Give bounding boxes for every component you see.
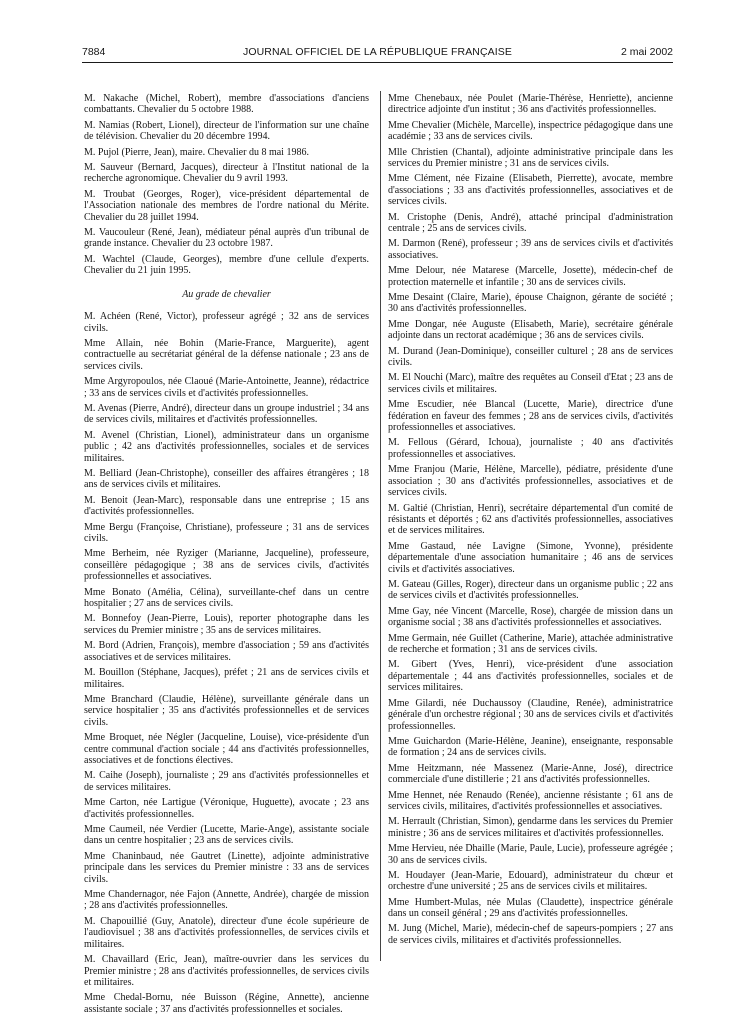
honoree-entry: M. El Nouchi (Marc), maître des requêtes au Conseil d'Etat ; 23 ans de services civils et militaires. (388, 372, 673, 395)
chevalier-list-right (388, 93, 673, 946)
honoree-entry: Mme Desaint (Claire, Marie), épouse Chaignon, gérante de société ; 30 ans d'activités professionnelles. (388, 292, 673, 315)
honoree-entry: M. Achéen (René, Victor), professeur agrégé ; 32 ans de services civils. (84, 311, 369, 334)
earlier-honorees-list (84, 93, 369, 277)
honoree-entry: M. Bonnefoy (Jean-Pierre, Louis), reporter photographe dans les services du Premier ministre ; 35 ans de services militaires. (84, 613, 369, 636)
honoree-entry: M. Galtié (Christian, Henri), secrétaire départemental d'un comité de résistants et déportés ; 62 ans d'activités professionnelles, associatives et de services militaires. (388, 502, 673, 537)
honoree-entry: Mme Gilardi, née Duchaussoy (Claudine, Renée), administratrice générale d'un orchestre régional ; 30 ans de services civils et d'activités professionnelles. (388, 697, 673, 732)
honoree-entry: M. Bouillon (Stéphane, Jacques), préfet ; 21 ans de services civils et militaires. (84, 667, 369, 690)
honoree-entry: M. Bord (Adrien, François), membre d'association ; 59 ans d'activités associatives et de services militaires. (84, 640, 369, 663)
issue-date: 2 mai 2002 (621, 46, 673, 58)
honoree-entry: M. Fellous (Gérard, Ichoua), journaliste ; 40 ans d'activités professionnelles et associatives. (388, 437, 673, 460)
honoree-entry: M. Chavaillard (Eric, Jean), maître-ouvrier dans les services du Premier ministre ; 28 ans d'activités professionnelles, de services civils et militaires. (84, 954, 369, 988)
left-column (84, 93, 369, 1019)
honoree-entry: M. Belliard (Jean-Christophe), conseiller des affaires étrangères ; 18 ans de services civils et militaires. (84, 468, 369, 491)
honoree-entry: Mme Guichardon (Marie-Hélène, Jeanine), enseignante, responsable de formation ; 24 ans de services civils. (388, 735, 673, 759)
honoree-entry: M. Gateau (Gilles, Roger), directeur dans un organisme public ; 22 ans de services civils et d'activités professionnelles. (388, 579, 673, 602)
honoree-entry: Mme Chandernagor, née Fajon (Annette, Andrée), chargée de mission ; 28 ans d'activités professionnelles. (84, 889, 369, 912)
honoree-entry: Mme Hennet, née Renaudo (Renée), ancienne résistante ; 61 ans de services civils, militaires, d'activités professionnelles et associatives. (388, 789, 673, 812)
honoree-entry: Mme Caumeil, née Verdier (Lucette, Marie-Ange), assistante sociale dans un centre hospitalier ; 23 ans de services civils. (84, 823, 369, 847)
honoree-entry: Mme Hervieu, née Dhaille (Marie, Paule, Lucie), professeure agrégée ; 30 ans de services civils. (388, 843, 673, 866)
honoree-entry: Mme Chedal-Bornu, née Buisson (Régine, Annette), ancienne assistante sociale ; 37 ans d'activités professionnelles et sociales. (84, 992, 369, 1015)
honoree-entry: Mme Allain, née Bohin (Marie-France, Marguerite), agent contractuelle au secrétariat général de la défense nationale ; 23 ans de services civils. (84, 337, 369, 372)
honoree-entry: Mme Chevalier (Michèle, Marcelle), inspectrice pédagogique dans une académie ; 33 ans de services civils. (388, 119, 673, 143)
honoree-entry: M. Cristophe (Denis, André), attaché principal d'administration centrale ; 25 ans de services civils. (388, 211, 673, 235)
honoree-entry: M. Pujol (Pierre, Jean), maire. Chevalier du 8 mai 1986. (84, 146, 309, 158)
honoree-entry: Mme Heitzmann, née Massenez (Marie-Anne, José), directrice commerciale d'une distillerie ; 21 ans d'activités professionnelles. (388, 762, 673, 786)
honoree-entry: M. Benoit (Jean-Marc), responsable dans une entreprise ; 15 ans d'activités professionnelles. (84, 494, 369, 518)
honoree-entry: M. Chapouillié (Guy, Anatole), directeur d'une école supérieure de l'audiovisuel ; 38 ans d'activités professionnelles, de services civils et militaires. (84, 915, 369, 950)
honoree-entry: Mme Chenebaux, née Poulet (Marie-Thérèse, Henriette), ancienne directrice adjointe d'un institut ; 36 ans d'activités professionnelles. (388, 93, 673, 116)
column-divider (380, 91, 381, 961)
chevalier-list-left (84, 311, 369, 1015)
honoree-entry: Mme Bergu (Françoise, Christiane), professeure ; 31 ans de services civils. (84, 521, 369, 545)
right-column (388, 93, 673, 950)
honoree-entry: Mme Carton, née Lartigue (Véronique, Huguette), avocate ; 23 ans d'activités professionnelles. (84, 797, 369, 820)
honoree-entry: M. Avenas (Pierre, André), directeur dans un groupe industriel ; 34 ans de services civils, militaires et d'activités professionnelles. (84, 402, 369, 426)
honoree-entry: Mme Clément, née Fizaine (Elisabeth, Pierrette), avocate, membre d'associations ; 33 ans d'activités professionnelles, associatives et de services civils. (388, 173, 673, 208)
honoree-entry: Mme Delour, née Matarese (Marcelle, Josette), médecin-chef de protection maternelle et infantile ; 30 ans de services civils. (388, 265, 673, 288)
honoree-entry: Mme Broquet, née Négler (Jacqueline, Louise), vice-présidente d'un centre communal d'action sociale ; 44 ans d'activités professionnelles, associatives et de fonctions électives. (84, 732, 369, 767)
header-rule (82, 62, 673, 63)
honoree-entry: Mme Chaninbaud, née Gautret (Linette), adjointe administrative principale dans les services du Premier ministre : 33 ans de services civils. (84, 850, 369, 885)
honoree-entry: M. Troubat (Georges, Roger), vice-président départemental de l'Association nationale des membres de l'ordre national du Mérite. Chevalier du 28 juillet 1994. (84, 188, 369, 223)
honoree-entry: Mme Berheim, née Ryziger (Marianne, Jacqueline), professeure, conseillère pédagogique ; 38 ans de services civils, d'activités professionnelles et associatives. (84, 548, 369, 583)
honoree-entry: M. Darmon (René), professeur ; 39 ans de services civils et d'activités associatives. (388, 238, 673, 261)
honoree-entry: Mme Gay, née Vincent (Marcelle, Rose), chargée de mission dans un organisme social ; 38 ans d'activités professionnelles et associatives. (388, 605, 673, 629)
page-number: 7884 (82, 46, 106, 58)
section-heading-chevalier: Au grade de chevalier (182, 288, 271, 300)
honoree-entry: M. Sauveur (Bernard, Jacques), directeur à l'Institut national de la recherche agronomique. Chevalier du 9 avril 1993. (84, 161, 369, 185)
honoree-entry: M. Gibert (Yves, Henri), vice-président d'une association départementale ; 44 ans d'activités professionnelles, sociales et de services militaires. (388, 659, 673, 694)
honoree-entry: M. Jung (Michel, Marie), médecin-chef de sapeurs-pompiers ; 27 ans de services civils, militaires et d'activités professionnelles. (388, 923, 673, 946)
honoree-entry: Mlle Christien (Chantal), adjointe administrative principale dans les services du Premier ministre ; 31 ans de services civils. (388, 146, 673, 170)
honoree-entry: Mme Humbert-Mulas, née Mulas (Claudette), inspectrice générale dans un conseil général ; 29 ans d'activités professionnelles. (388, 896, 673, 920)
honoree-entry: Mme Escudier, née Blancal (Lucette, Marie), directrice d'une fédération en faveur des femmes ; 28 ans de services civils, d'activités professionnelles et associatives. (388, 399, 673, 434)
honoree-entry: Mme Argyropoulos, née Claoué (Marie-Antoinette, Jeanne), rédactrice ; 33 ans de services civils et d'activités professionnelles. (84, 376, 369, 399)
honoree-entry: Mme Bonato (Amélia, Célina), surveillante-chef dans un centre hospitalier ; 27 ans de services civils. (84, 586, 369, 610)
honoree-entry: M. Nakache (Michel, Robert), membre d'associations d'anciens combattants. Chevalier du 5 octobre 1988. (84, 93, 369, 116)
honoree-entry: Mme Germain, née Guillet (Catherine, Marie), attachée administrative de recherche et formation ; 31 ans de services civils. (388, 632, 673, 656)
honoree-entry: Mme Dongar, née Auguste (Elisabeth, Marie), secrétaire générale adjointe dans un rectorat académique ; 36 ans de services civils. (388, 318, 673, 342)
honoree-entry: M. Vaucouleur (René, Jean), médiateur pénal auprès d'un tribunal de grande instance. Chevalier du 23 octobre 1987. (84, 226, 369, 250)
journal-title: JOURNAL OFFICIEL DE LA RÉPUBLIQUE FRANÇAISE (243, 46, 512, 58)
page-header (82, 46, 673, 60)
honoree-entry: Mme Franjou (Marie, Hélène, Marcelle), pédiatre, présidente d'une association ; 30 ans d'activités professionnelles, associatives et de services civils. (388, 464, 673, 499)
honoree-entry: M. Durand (Jean-Dominique), conseiller culturel ; 28 ans de services civils. (388, 345, 673, 369)
honoree-entry: M. Wachtel (Claude, Georges), membre d'une cellule d'experts. Chevalier du 21 juin 1995. (84, 253, 369, 277)
honoree-entry: M. Caihe (Joseph), journaliste ; 29 ans d'activités professionnelles et de services militaires. (84, 770, 369, 793)
honoree-entry: Mme Branchard (Claudie, Hélène), surveillante générale dans un service hospitalier ; 35 ans d'activités professionnelles et de services civils. (84, 693, 369, 728)
honoree-entry: Mme Gastaud, née Lavigne (Simone, Yvonne), présidente départementale d'une association humanitaire ; 46 ans de services civils et d'activités associatives. (388, 540, 673, 575)
honoree-entry: M. Namias (Robert, Lionel), directeur de l'information sur une chaîne de télévision. Chevalier du 20 décembre 1994. (84, 119, 369, 143)
honoree-entry: M. Avenel (Christian, Lionel), administrateur dans un organisme public ; 42 ans d'activités professionnelles, sociales et de services militaires. (84, 429, 369, 464)
honoree-entry: M. Houdayer (Jean-Marie, Edouard), administrateur du chœur et orchestre d'une université ; 25 ans de services civils et militaires. (388, 869, 673, 893)
honoree-entry: M. Herrault (Christian, Simon), gendarme dans les services du Premier ministre ; 36 ans de services militaires et d'activités professionnelles. (388, 816, 673, 839)
